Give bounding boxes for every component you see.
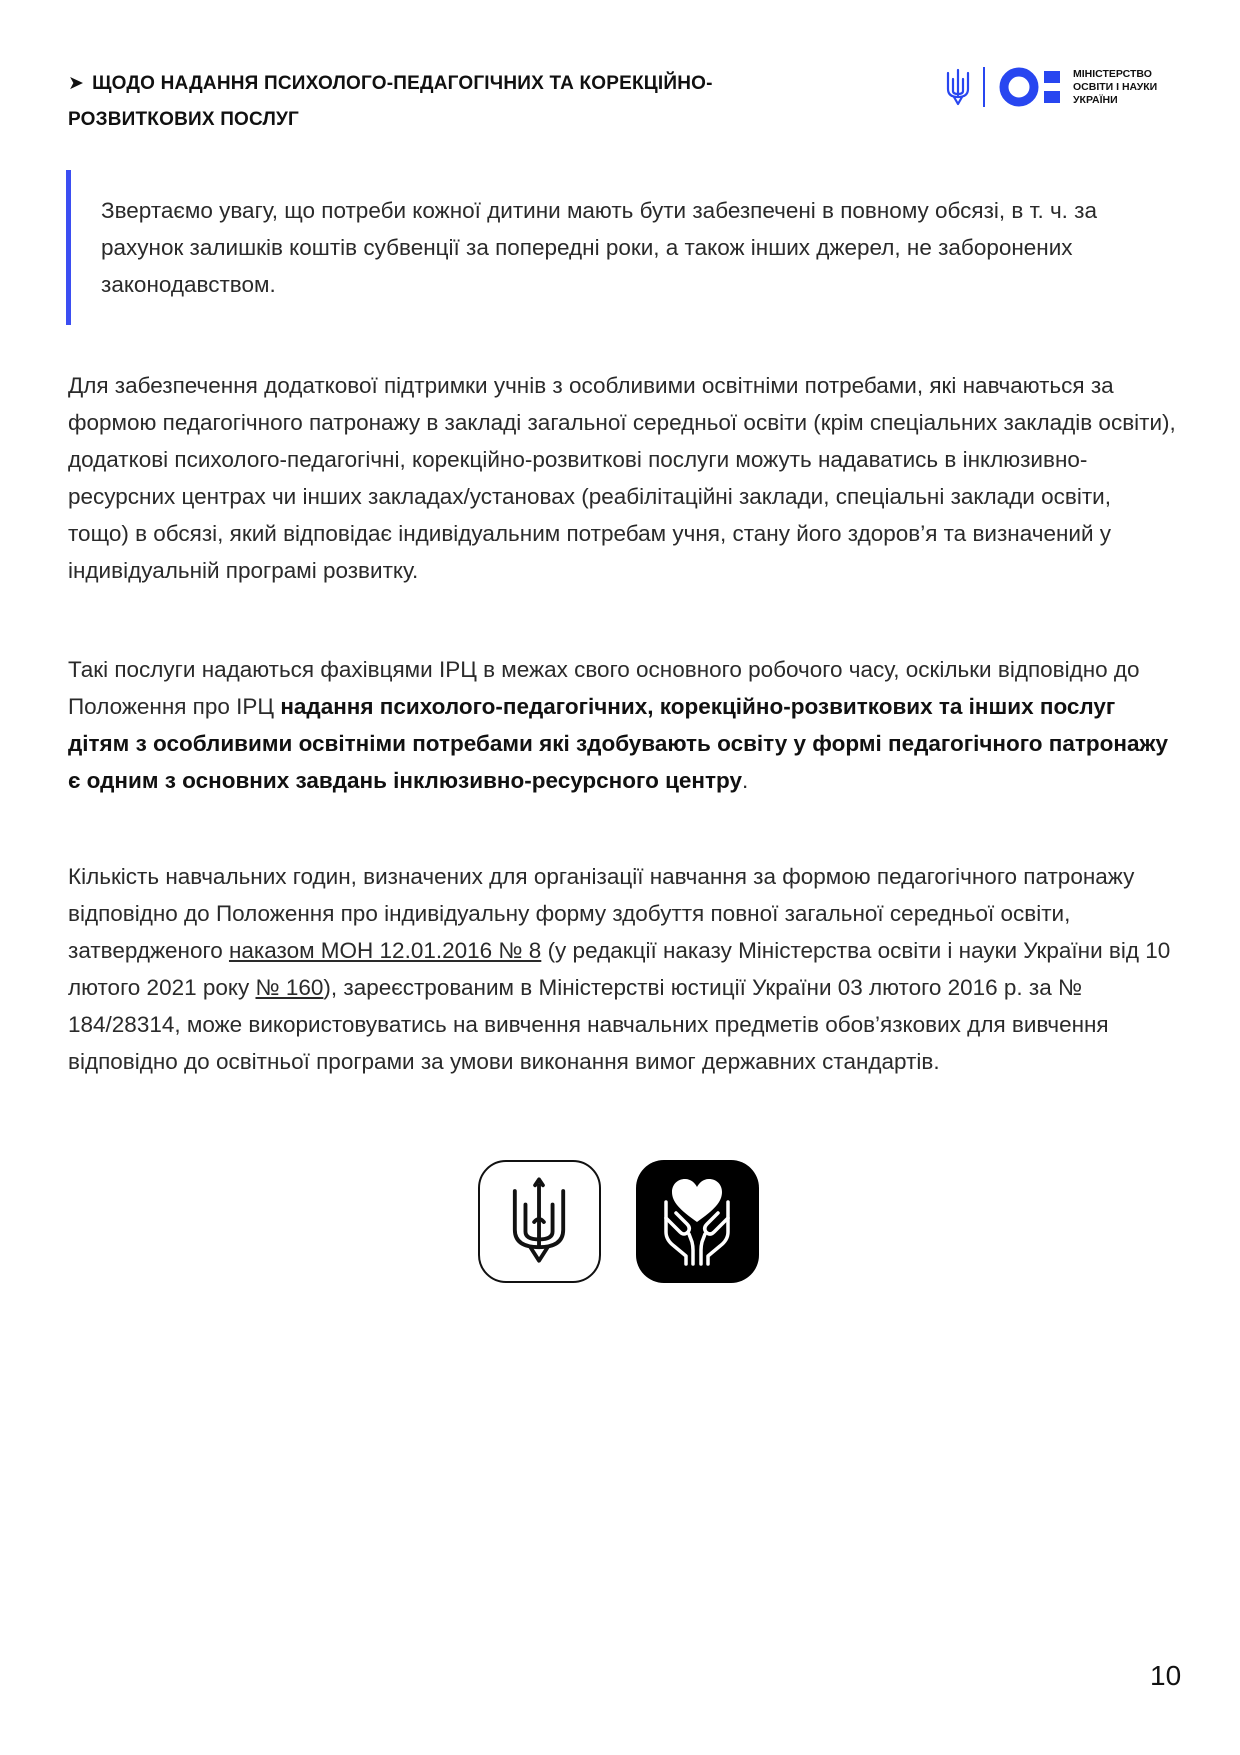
paragraph-2-end: . xyxy=(742,768,749,793)
callout-text: Звертаємо увагу, що потреби кожної дитини мають бути забезпечені в повному обсязі, в т. ч. за рахунок залишків коштів субвенції за попередні роки, а також інших джерел, не заборонених законодавством. xyxy=(101,198,1098,297)
paragraph-2-bold: надання психолого-педагогічних, корекційно-розвиткових та інших послуг дітям з особливими освітніми потребами які здобувають освіту у формі педагогічного патронажу є одним з основних завдань інклюзивно-ресурсного центру xyxy=(68,694,1168,793)
paragraph-3 xyxy=(68,858,1178,1080)
logo-divider xyxy=(983,67,985,107)
trident-icon xyxy=(945,67,971,107)
logo-line-3: УКРАЇНИ xyxy=(1073,93,1118,106)
icon-row xyxy=(478,1160,763,1285)
paragraph-3-part2: (у редакції наказу Міністерства освіти і науки України від 10 лютого 2021 року xyxy=(68,938,1171,1000)
trident-icon xyxy=(480,1162,599,1281)
paragraph-1 xyxy=(68,367,1178,589)
paragraph-3-part3: ), зареєстрованим в Міністерстві юстиції України 03 лютого 2016 р. за № 184/28314, може використовуватись на вивчення навчальних предметів обов’язкових для вивчення відповідно до освітньої програми за умови виконання вимог державних стандартів. xyxy=(68,975,1109,1074)
heart-hands-icon xyxy=(636,1160,759,1283)
ministry-logo xyxy=(945,62,1185,112)
order-link-1[interactable]: наказом МОН 12.01.2016 № 8 xyxy=(228,938,542,963)
mon-mark-icon xyxy=(999,66,1065,108)
section-title xyxy=(68,66,828,138)
logo-line-1: МІНІСТЕРСТВО xyxy=(1073,67,1152,80)
section-title-text: ЩОДО НАДАННЯ ПСИХОЛОГО-ПЕДАГОГІЧНИХ ТА КОРЕКЦІЙНО-РОЗВИТКОВИХ ПОСЛУГ xyxy=(68,73,713,130)
trident-badge xyxy=(478,1160,601,1283)
order-link-2[interactable]: № 160 xyxy=(255,975,324,1000)
paragraph-2 xyxy=(68,651,1178,799)
paragraph-2-lead: Такі послуги надаються фахівцями ІРЦ в межах свого основного робочого часу, оскільки відповідно до Положення про ІРЦ xyxy=(68,657,1140,719)
callout-block xyxy=(66,170,1176,325)
logo-text xyxy=(1073,68,1157,107)
paragraph-3-part1: Кількість навчальних годин, визначених для організації навчання за формою педагогічного патронажу відповідно до Положення про індивідуальну форму здобуття повної загальної середньої освіти, затвердженого xyxy=(68,864,1135,963)
heart-hands-badge xyxy=(636,1160,759,1283)
page-number: 10 xyxy=(1150,1660,1182,1691)
arrow-icon: ➤ xyxy=(68,73,85,94)
paragraph-1-text: Для забезпечення додаткової підтримки учнів з особливими освітніми потребами, які навчаються за формою педагогічного патронажу в закладі загальної середньої освіти (крім спеціальних закладів освіти), додаткові психолого-педагогічні, корекційно-розвиткові послуги можуть надаватись в інклюзивно-ресурсних центрах чи інших закладах/установах (реабілітаційні заклади, спеціальні заклади освіти, тощо) в обсязі, який відповідає індивідуальним потребам учня, стану його здоров’я та визначений у індивідуальній програмі розвитку. xyxy=(68,373,1176,583)
logo-line-2: ОСВІТИ І НАУКИ xyxy=(1073,80,1158,93)
